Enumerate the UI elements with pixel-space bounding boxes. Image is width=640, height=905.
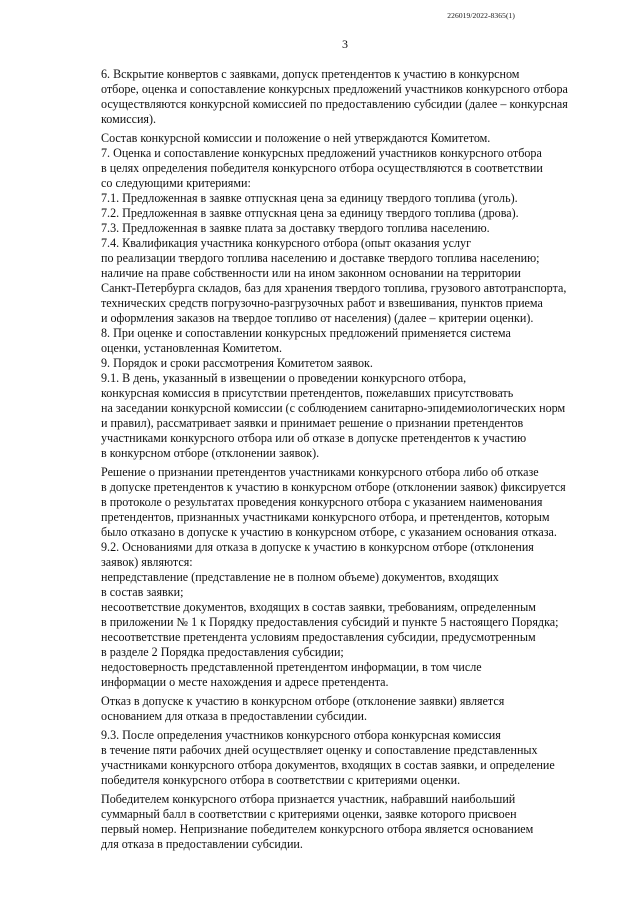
paragraph-7-1: 7.1. Предложенная в заявке отпускная цена за единицу твердого топлива (уголь). [101,191,518,205]
paragraph-7-3: 7.3. Предложенная в заявке плата за доставку твердого топлива населению. [101,221,490,235]
document-id: 226019/2022-8365(1) [447,11,515,20]
paragraph-ground-1: непредставление (представление не в полном объеме) документов, входящих в состав заявки; [101,570,499,599]
paragraph-9-2: 9.2. Основаниями для отказа в допуске к участию в конкурсном отборе (отклонения заявок) являются: [101,540,534,569]
paragraph-ground-4: недостоверность представленной претендентом информации, в том числе информации о месте нахождения и адресе претендента. [101,660,482,689]
paragraph-refusal: Отказ в допуске к участию в конкурсном отборе (отклонение заявки) является основанием для отказа в предоставлении субсидии. [101,694,505,723]
paragraph-6: 6. Вскрытие конвертов с заявками, допуск претендентов к участию в конкурсном отборе, оценка и сопоставление конкурсных предложений участников конкурсного отбора осуществляются конкурсной комиссией по предоставлению субсидии (далее – конкурсная комиссия). [101,67,568,126]
paragraph-9: 9. Порядок и сроки рассмотрения Комитетом заявок. [101,356,373,370]
paragraph-commission: Состав конкурсной комиссии и положение о ней утверждаются Комитетом. [101,131,491,145]
paragraph-ground-3: несоответствие претендента условиям предоставления субсидии, предусмотренным в разделе 2 Порядка предоставления субсидии; [101,630,536,659]
paragraph-7-4: 7.4. Квалификация участника конкурсного отбора (опыт оказания услуг по реализации твердого топлива населению и доставке твердого топлива населению; наличие на праве собственности или на ином законном основании на территории Санкт-Петербурга складов, баз для хранения твердого топлива, грузового автотранспорта, технических средств погрузочно-разгрузочных работ и взвешивания, пунктов приема и оформления заказов на твердое топливо от населения) (далее – критерии оценки). [101,236,567,325]
paragraph-ground-2: несоответствие документов, входящих в состав заявки, требованиям, определенным в приложении № 1 к Порядку предоставления субсидий и пункте 5 настоящего Порядка; [101,600,559,629]
paragraph-8: 8. При оценке и сопоставлении конкурсных предложений применяется система оценки, установленная Комитетом. [101,326,511,355]
paragraph-7: 7. Оценка и сопоставление конкурсных предложений участников конкурсного отбора в целях определения победителя конкурсного отбора осуществляются в соответствии со следующими критериями: [101,146,543,190]
paragraph-decision: Решение о признании претендентов участниками конкурсного отбора либо об отказе в допуске претендентов к участию в конкурсном отборе (отклонении заявок) фиксируется в протоколе о результатах проведения конкурсного отбора с указанием наименования претендентов, признанных участниками конкурсного отбора, и претендентов, которым было отказано в допуске к участию в конкурсном отборе, с указанием основания отказа. [101,465,566,539]
paragraph-9-3: 9.3. После определения участников конкурсного отбора конкурсная комиссия в течение пяти рабочих дней осуществляет оценку и сопоставление представленных участниками конкурсного отбора документов, входящих в состав заявки, и определение победителя конкурсного отбора в соответствии с критериями оценки. [101,728,555,787]
paragraph-7-2: 7.2. Предложенная в заявке отпускная цена за единицу твердого топлива (дрова). [101,206,519,220]
paragraph-9-1: 9.1. В день, указанный в извещении о проведении конкурсного отбора, конкурсная комиссия в присутствии претендентов, пожелавших присутствовать на заседании конкурсной комиссии (с соблюдением санитарно-эпидемиологических норм и правил), рассматривает заявки и принимает решение о признании претендентов участниками конкурсного отбора или об отказе в допуске претендентов к участию в конкурсном отборе (отклонении заявок). [101,371,566,460]
document-body [101,67,590,852]
page-number: 3 [342,37,348,51]
paragraph-winner: Победителем конкурсного отбора признается участник, набравший наибольший суммарный балл в соответствии с критериями оценки, заявке которого присвоен первый номер. Непризнание победителем конкурсного отбора является основанием для отказа в предоставлении субсидии. [101,792,534,851]
